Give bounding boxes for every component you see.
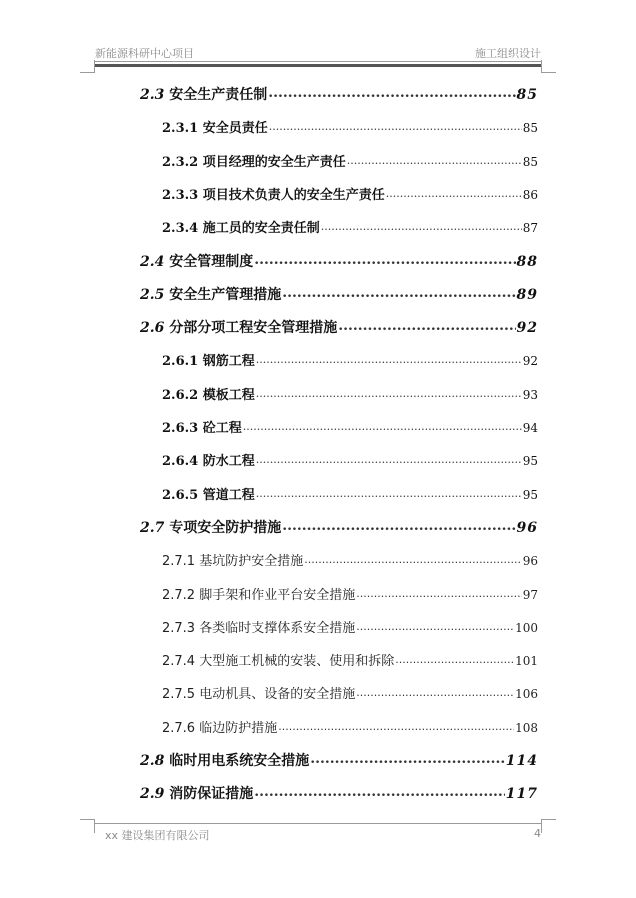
toc-entry-number: 2.6.5 bbox=[162, 488, 199, 503]
header-project-name: 新能源科研中心项目 bbox=[95, 47, 194, 60]
toc-entry[interactable] bbox=[140, 84, 538, 104]
toc-entry-label: 砼工程 bbox=[202, 421, 242, 436]
toc-entry[interactable] bbox=[162, 650, 538, 669]
toc-entry-label: 管道工程 bbox=[202, 488, 255, 503]
toc-entry-label: 电动机具、设备的安全措施 bbox=[199, 687, 356, 702]
toc-entry-number: 2.4 bbox=[140, 254, 165, 270]
toc-entry-label: 安全员责任 bbox=[202, 121, 268, 136]
toc-leader-dots bbox=[278, 719, 514, 732]
toc-entry-label: 防水工程 bbox=[202, 454, 255, 469]
toc-entry-title bbox=[140, 284, 281, 304]
toc-entry-title bbox=[162, 450, 255, 469]
toc-page-number: 89 bbox=[516, 287, 538, 303]
toc-leader-dots bbox=[356, 586, 521, 599]
toc-entry-number: 2.6.3 bbox=[162, 421, 199, 436]
toc-entry-label: 安全管理制度 bbox=[169, 254, 254, 270]
toc-entry-label: 分部分项工程安全管理措施 bbox=[169, 320, 338, 336]
toc-entry-number: 2.6 bbox=[140, 320, 165, 336]
toc-entry-title bbox=[162, 550, 303, 569]
toc-leader-dots bbox=[256, 352, 522, 365]
toc-entry[interactable] bbox=[162, 484, 538, 503]
toc-leader-dots bbox=[256, 386, 522, 399]
toc-entry[interactable] bbox=[140, 284, 538, 304]
toc-entry-number: 2.8 bbox=[140, 753, 165, 769]
toc-entry-label: 项目技术负责人的安全生产责任 bbox=[202, 188, 385, 203]
toc-entry-number: 2.7.2 bbox=[162, 588, 196, 603]
crop-mark bbox=[541, 72, 556, 73]
toc-entry-title bbox=[162, 617, 355, 636]
toc-entry-number: 2.7.5 bbox=[162, 687, 196, 702]
toc-leader-dots bbox=[243, 419, 522, 432]
toc-entry-number: 2.3.4 bbox=[162, 221, 199, 236]
toc-entry-label: 安全生产责任制 bbox=[169, 87, 268, 103]
toc-entry-label: 安全生产管理措施 bbox=[169, 287, 282, 303]
toc-leader-dots bbox=[256, 452, 522, 465]
toc-entry-number: 2.5 bbox=[140, 287, 165, 303]
toc-page-number: 100 bbox=[515, 621, 538, 635]
toc-entry-title bbox=[162, 484, 255, 503]
toc-entry-title bbox=[140, 317, 337, 337]
toc-entry-number: 2.7 bbox=[140, 520, 165, 536]
toc-page-number: 85 bbox=[522, 155, 538, 169]
toc-page-number: 114 bbox=[505, 753, 538, 769]
toc-entry-title bbox=[162, 650, 394, 669]
toc-entry-number: 2.9 bbox=[140, 786, 165, 802]
toc-entry-title bbox=[162, 417, 242, 436]
toc-entry-number: 2.3.2 bbox=[162, 155, 199, 170]
toc-entry-number: 2.7.4 bbox=[162, 654, 196, 669]
toc-leader-dots bbox=[347, 153, 522, 166]
toc-entry[interactable] bbox=[162, 151, 538, 170]
toc-leader-dots bbox=[254, 252, 515, 266]
toc-entry-label: 消防保证措施 bbox=[169, 786, 254, 802]
toc-entry-title bbox=[140, 783, 253, 803]
toc-page-number: 95 bbox=[522, 454, 538, 468]
page-header bbox=[95, 45, 541, 59]
toc-entry-title bbox=[162, 117, 268, 136]
toc-leader-dots bbox=[386, 186, 522, 199]
toc-entry-label: 大型施工机械的安装、使用和拆除 bbox=[199, 654, 395, 669]
toc-entry[interactable] bbox=[162, 617, 538, 636]
footer-company-name: xx 建设集团有限公司 bbox=[105, 829, 210, 842]
toc-entry-label: 模板工程 bbox=[202, 388, 255, 403]
toc-entry-label: 临时用电系统安全措施 bbox=[169, 753, 310, 769]
toc-entry-title bbox=[140, 517, 281, 537]
toc-entry-title bbox=[162, 384, 255, 403]
toc-entry-number: 2.3 bbox=[140, 87, 165, 103]
toc-leader-dots bbox=[304, 552, 521, 565]
toc-leader-dots bbox=[269, 119, 522, 132]
toc-entry-title bbox=[140, 251, 253, 271]
toc-leader-dots bbox=[268, 85, 515, 99]
toc-leader-dots bbox=[321, 219, 522, 232]
crop-mark bbox=[80, 72, 95, 73]
toc-leader-dots bbox=[282, 518, 515, 532]
header-rule-thick bbox=[95, 64, 541, 67]
toc-entry-title bbox=[162, 184, 385, 203]
toc-entry[interactable] bbox=[140, 517, 538, 537]
toc-entry-label: 临边防护措施 bbox=[199, 721, 278, 736]
crop-mark bbox=[541, 819, 556, 820]
footer-page-number: 4 bbox=[534, 827, 541, 840]
crop-mark bbox=[80, 819, 95, 820]
toc-entry-number: 2.7.6 bbox=[162, 721, 196, 736]
crop-mark bbox=[541, 60, 542, 73]
toc-entry[interactable] bbox=[140, 251, 538, 271]
toc-entry-label: 专项安全防护措施 bbox=[169, 520, 282, 536]
header-document-title: 施工组织设计 bbox=[475, 47, 541, 60]
toc-entry-number: 2.6.2 bbox=[162, 388, 199, 403]
toc-leader-dots bbox=[356, 685, 514, 698]
toc-entry[interactable] bbox=[140, 750, 538, 770]
page-footer bbox=[95, 827, 541, 841]
toc-page-number: 117 bbox=[505, 786, 538, 802]
toc-entry[interactable] bbox=[162, 683, 538, 702]
crop-mark bbox=[541, 819, 542, 833]
toc-entry-number: 2.6.4 bbox=[162, 454, 199, 469]
toc-entry[interactable] bbox=[162, 117, 538, 136]
toc-entry-title bbox=[162, 350, 255, 369]
toc-leader-dots bbox=[356, 619, 514, 632]
toc-page-number: 97 bbox=[522, 588, 538, 602]
toc-page-number: 106 bbox=[515, 687, 538, 701]
toc-page-number: 94 bbox=[522, 421, 538, 435]
toc-leader-dots bbox=[338, 318, 515, 332]
toc-page-number: 96 bbox=[516, 520, 538, 536]
footer-rule bbox=[95, 823, 541, 824]
toc-page-number: 88 bbox=[516, 254, 538, 270]
header-rule-thin bbox=[95, 61, 541, 62]
toc-entry-number: 2.3.1 bbox=[162, 121, 199, 136]
toc-leader-dots bbox=[282, 285, 515, 299]
toc-page-number: 92 bbox=[522, 354, 538, 368]
toc-page-number: 85 bbox=[522, 121, 538, 135]
toc-entry-title bbox=[140, 84, 267, 104]
toc-entry[interactable] bbox=[162, 417, 538, 436]
toc-entry-number: 2.6.1 bbox=[162, 354, 199, 369]
toc-page-number: 101 bbox=[515, 654, 538, 668]
toc-entry[interactable] bbox=[162, 384, 538, 403]
toc-entry-label: 施工员的安全责任制 bbox=[202, 221, 320, 236]
toc-entry-label: 项目经理的安全生产责任 bbox=[202, 155, 346, 170]
toc-entry-title bbox=[162, 217, 320, 236]
toc-entry-label: 各类临时支撑体系安全措施 bbox=[199, 621, 356, 636]
toc-page-number: 93 bbox=[522, 388, 538, 402]
toc-entry[interactable] bbox=[140, 317, 538, 337]
toc-page-number: 87 bbox=[522, 221, 538, 235]
toc-entry-title bbox=[140, 750, 309, 770]
toc-entry[interactable] bbox=[162, 550, 538, 569]
toc-entry-title bbox=[162, 151, 346, 170]
toc-entry[interactable] bbox=[140, 783, 538, 803]
toc-entry-label: 脚手架和作业平台安全措施 bbox=[199, 588, 356, 603]
toc-entry-number: 2.7.3 bbox=[162, 621, 196, 636]
toc-leader-dots bbox=[254, 784, 505, 798]
toc-page-number: 108 bbox=[515, 721, 538, 735]
toc-entry[interactable] bbox=[162, 450, 538, 469]
toc-entry-title bbox=[162, 584, 355, 603]
toc-page-number: 86 bbox=[522, 188, 538, 202]
toc-page-number: 95 bbox=[522, 488, 538, 502]
toc-page-number: 85 bbox=[516, 87, 538, 103]
toc-entry-number: 2.7.1 bbox=[162, 554, 196, 569]
toc-page-number: 96 bbox=[522, 554, 538, 568]
toc-entry-label: 钢筋工程 bbox=[202, 354, 255, 369]
toc-page-number: 92 bbox=[516, 320, 538, 336]
toc-entry[interactable] bbox=[162, 217, 538, 236]
toc-leader-dots bbox=[310, 751, 505, 765]
toc-entry-number: 2.3.3 bbox=[162, 188, 199, 203]
toc-entry[interactable] bbox=[162, 350, 538, 369]
toc-entry[interactable] bbox=[162, 584, 538, 603]
toc-entry-label: 基坑防护安全措施 bbox=[199, 554, 304, 569]
toc-entry-title bbox=[162, 683, 355, 702]
toc-entry[interactable] bbox=[162, 717, 538, 736]
toc-leader-dots bbox=[395, 652, 514, 665]
toc-leader-dots bbox=[256, 486, 522, 499]
toc-entry-title bbox=[162, 717, 277, 736]
toc-entry[interactable] bbox=[162, 184, 538, 203]
